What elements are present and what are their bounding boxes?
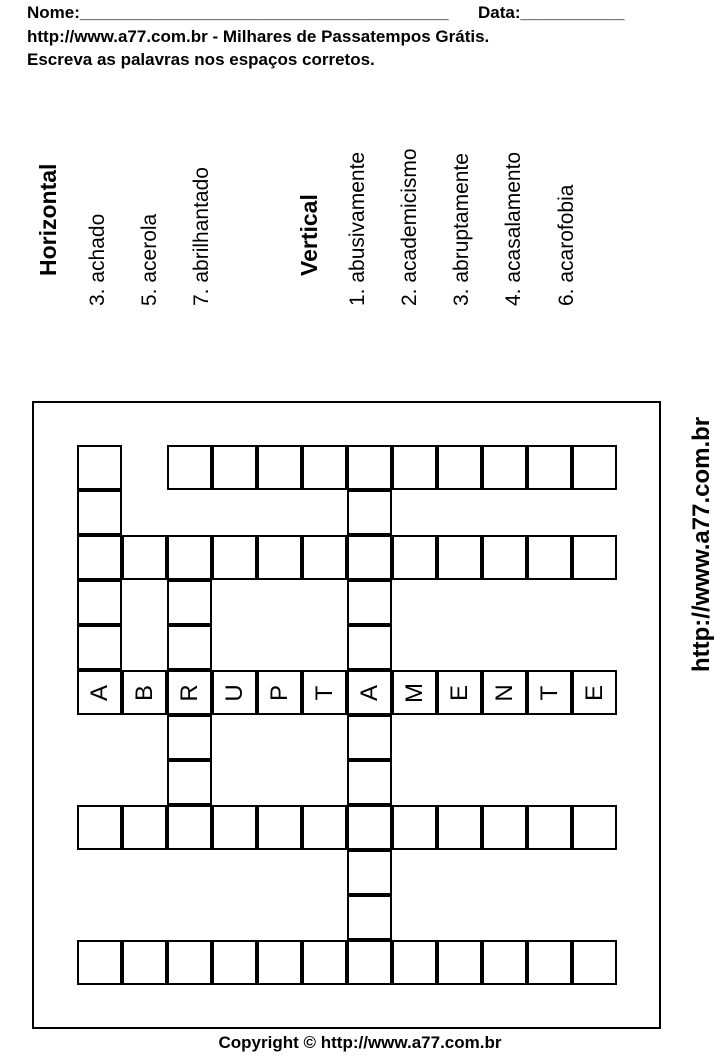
- grid-cell[interactable]: [77, 670, 122, 715]
- instructions: Escreva as palavras nos espaços corretos.: [27, 50, 375, 69]
- grid-cell[interactable]: [392, 445, 437, 490]
- cell-letter: E: [580, 684, 608, 701]
- grid-cell[interactable]: [167, 760, 212, 805]
- cell-letter: N: [490, 683, 518, 702]
- grid-cell[interactable]: [77, 805, 122, 850]
- grid-cell[interactable]: [257, 445, 302, 490]
- grid-cell[interactable]: [437, 670, 482, 715]
- grid-cell[interactable]: [302, 535, 347, 580]
- grid-cell[interactable]: [347, 760, 392, 805]
- grid-cell[interactable]: [527, 445, 572, 490]
- grid-cell[interactable]: [212, 445, 257, 490]
- grid-cell[interactable]: [437, 445, 482, 490]
- grid-cell[interactable]: [347, 805, 392, 850]
- vertical-clue-1: 1. abusivamente: [346, 151, 369, 306]
- grid-cell[interactable]: [482, 445, 527, 490]
- grid-cell[interactable]: [392, 940, 437, 985]
- cell-letter: E: [445, 684, 473, 701]
- grid-cell[interactable]: [257, 805, 302, 850]
- grid-cell[interactable]: [302, 445, 347, 490]
- grid-cell[interactable]: [347, 715, 392, 760]
- grid-cell[interactable]: [122, 670, 167, 715]
- grid-cell[interactable]: [527, 940, 572, 985]
- grid-cell[interactable]: [437, 940, 482, 985]
- grid-cell[interactable]: [77, 490, 122, 535]
- grid-cell[interactable]: [347, 580, 392, 625]
- grid-cell[interactable]: [347, 535, 392, 580]
- grid-cell[interactable]: [347, 895, 392, 940]
- grid-cell[interactable]: [572, 670, 617, 715]
- grid-cell[interactable]: [167, 445, 212, 490]
- grid-cell[interactable]: [167, 625, 212, 670]
- grid-cell[interactable]: [347, 940, 392, 985]
- horizontal-clue-1: 3. achado: [86, 213, 109, 306]
- grid-cell[interactable]: [572, 805, 617, 850]
- site-title: http://www.a77.com.br - Milhares de Passatempos Grátis.: [27, 27, 490, 46]
- vertical-title: Vertical: [296, 194, 322, 276]
- grid-cell[interactable]: [482, 805, 527, 850]
- grid-cell[interactable]: [167, 535, 212, 580]
- grid-cell[interactable]: [527, 670, 572, 715]
- grid-cell[interactable]: [122, 805, 167, 850]
- grid-cell[interactable]: [167, 580, 212, 625]
- grid-cell[interactable]: [257, 940, 302, 985]
- cell-letter: U: [220, 683, 248, 702]
- cell-letter: P: [265, 684, 293, 701]
- cell-letter: B: [130, 684, 158, 701]
- grid-cell[interactable]: [167, 670, 212, 715]
- name-label: Nome:_______________________________________: [27, 3, 449, 22]
- grid-cell[interactable]: [572, 445, 617, 490]
- cell-letter: M: [400, 682, 428, 703]
- grid-cell[interactable]: [122, 535, 167, 580]
- grid-cell[interactable]: [77, 580, 122, 625]
- grid-cell[interactable]: [347, 850, 392, 895]
- grid-cell[interactable]: [437, 535, 482, 580]
- grid-cell[interactable]: [122, 940, 167, 985]
- grid-cell[interactable]: [302, 805, 347, 850]
- copyright: Copyright © http://www.a77.com.br: [218, 1033, 502, 1052]
- grid-cell[interactable]: [482, 535, 527, 580]
- grid-cell[interactable]: [527, 535, 572, 580]
- horizontal-clue-2: 5. acerola: [138, 213, 161, 306]
- grid-cell[interactable]: [257, 670, 302, 715]
- grid-cell[interactable]: [167, 805, 212, 850]
- grid-cell[interactable]: [77, 445, 122, 490]
- grid-cell[interactable]: [212, 940, 257, 985]
- grid-cell[interactable]: [77, 625, 122, 670]
- grid-cell[interactable]: [77, 940, 122, 985]
- grid-cell[interactable]: [212, 805, 257, 850]
- grid-cell[interactable]: [212, 670, 257, 715]
- grid-cell[interactable]: [437, 805, 482, 850]
- side-url: http://www.a77.com.br: [688, 416, 715, 672]
- horizontal-clue-3: 7. abrilhantado: [190, 167, 213, 306]
- grid-cell[interactable]: [347, 625, 392, 670]
- grid-cell[interactable]: [77, 535, 122, 580]
- grid-cell[interactable]: [347, 490, 392, 535]
- cell-letter: A: [355, 684, 383, 701]
- grid-cell[interactable]: [392, 670, 437, 715]
- grid-cell[interactable]: [392, 535, 437, 580]
- cell-letter: T: [310, 685, 338, 700]
- vertical-clue-3: 3. abruptamente: [450, 153, 473, 306]
- grid-cell[interactable]: [167, 940, 212, 985]
- cell-letter: T: [535, 685, 563, 700]
- cell-letter: A: [85, 684, 113, 701]
- horizontal-title: Horizontal: [35, 163, 61, 276]
- grid-cell[interactable]: [572, 535, 617, 580]
- grid-cell[interactable]: [347, 670, 392, 715]
- grid-cell[interactable]: [392, 805, 437, 850]
- grid-cell[interactable]: [212, 535, 257, 580]
- grid-cell[interactable]: [167, 715, 212, 760]
- vertical-clue-5: 6. acarofobia: [555, 184, 578, 306]
- grid-cell[interactable]: [302, 670, 347, 715]
- grid-cell[interactable]: [302, 940, 347, 985]
- grid-cell[interactable]: [572, 940, 617, 985]
- grid-cell[interactable]: [482, 940, 527, 985]
- grid-cell[interactable]: [347, 445, 392, 490]
- grid-cell[interactable]: [527, 805, 572, 850]
- vertical-clue-2: 2. academicismo: [398, 148, 421, 306]
- grid-cell[interactable]: [482, 670, 527, 715]
- vertical-clue-4: 4. acasalamento: [502, 151, 525, 306]
- date-label: Data:___________: [478, 3, 625, 22]
- cell-letter: R: [175, 683, 203, 702]
- grid-cell[interactable]: [257, 535, 302, 580]
